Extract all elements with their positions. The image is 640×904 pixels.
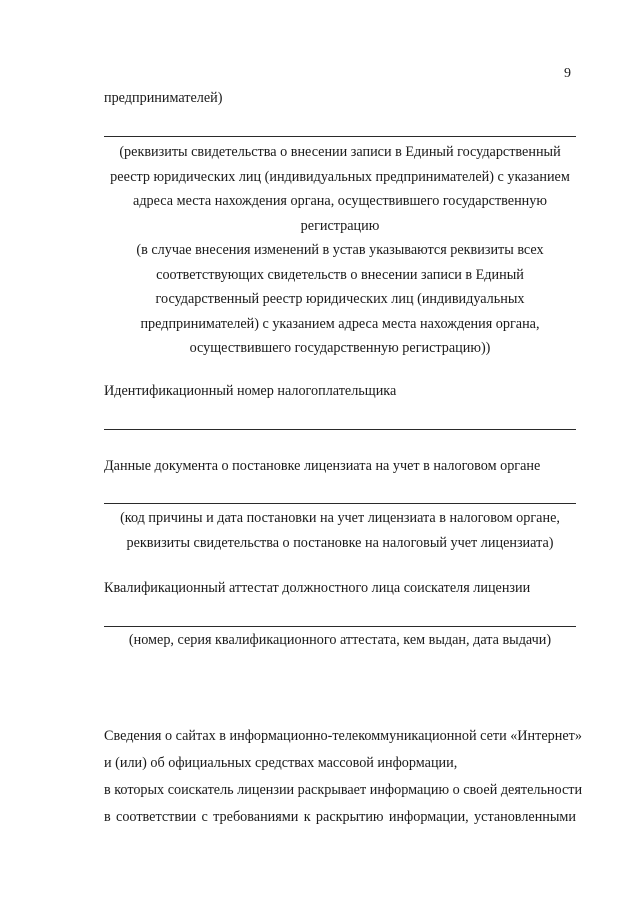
tax-registration-blank-line	[104, 503, 576, 504]
qualification-label: Квалификационный аттестат должностного лица соискателя лицензии	[104, 580, 531, 596]
registration-note	[104, 140, 576, 361]
registration-note-line: (реквизиты свидетельства о внесении записи в Единый государственный	[119, 144, 561, 160]
qualification-blank-line	[104, 626, 576, 627]
registration-note-line: осуществившего государственную регистрацию))	[189, 340, 491, 356]
tax-registration-note	[104, 506, 576, 555]
intro-line: предпринимателей)	[104, 90, 223, 106]
registration-note-line: регистрацию	[300, 217, 380, 234]
registration-blank-line	[104, 136, 576, 137]
websites-paragraph-line: в которых соискатель лицензии раскрывает информацию о своей деятельности	[104, 782, 583, 798]
inn-label: Идентификационный номер налогоплательщика	[104, 383, 397, 399]
websites-paragraph-line: Сведения о сайтах в информационно-телекоммуникационной сети «Интернет»	[104, 728, 582, 744]
registration-note-line: адреса места нахождения органа, осуществившего государственную	[133, 193, 547, 209]
registration-note-line: реестр юридических лиц (индивидуальных предпринимателей) с указанием	[110, 168, 570, 185]
registration-note-line: (в случае внесения изменений в устав указываются реквизиты всех	[136, 242, 544, 258]
qualification-note-line: (номер, серия квалификационного аттестата, кем выдан, дата выдачи)	[128, 632, 552, 648]
websites-paragraph-line: и (или) об официальных средствах массовой информации,	[104, 755, 458, 771]
registration-note-line: предпринимателей) с указанием адреса места нахождения органа,	[140, 315, 540, 332]
websites-paragraph	[104, 723, 583, 831]
inn-blank-line	[104, 429, 576, 430]
tax-registration-label: Данные документа о постановке лицензиата на учет в налоговом органе	[104, 458, 541, 474]
page-number: 9	[564, 66, 571, 81]
qualification-note	[104, 628, 576, 653]
websites-paragraph-line: в соответствии с требованиями к раскрытию информации, установленными	[104, 809, 576, 825]
tax-note-line: реквизиты свидетельства о постановке на налоговый учет лицензиата)	[126, 534, 554, 551]
registration-note-line: государственный реестр юридических лиц (индивидуальных	[155, 291, 525, 307]
registration-note-line: соответствующих свидетельств о внесении записи в Единый	[156, 266, 524, 283]
tax-note-line: (код причины и дата постановки на учет лицензиата в налоговом органе,	[120, 510, 560, 526]
